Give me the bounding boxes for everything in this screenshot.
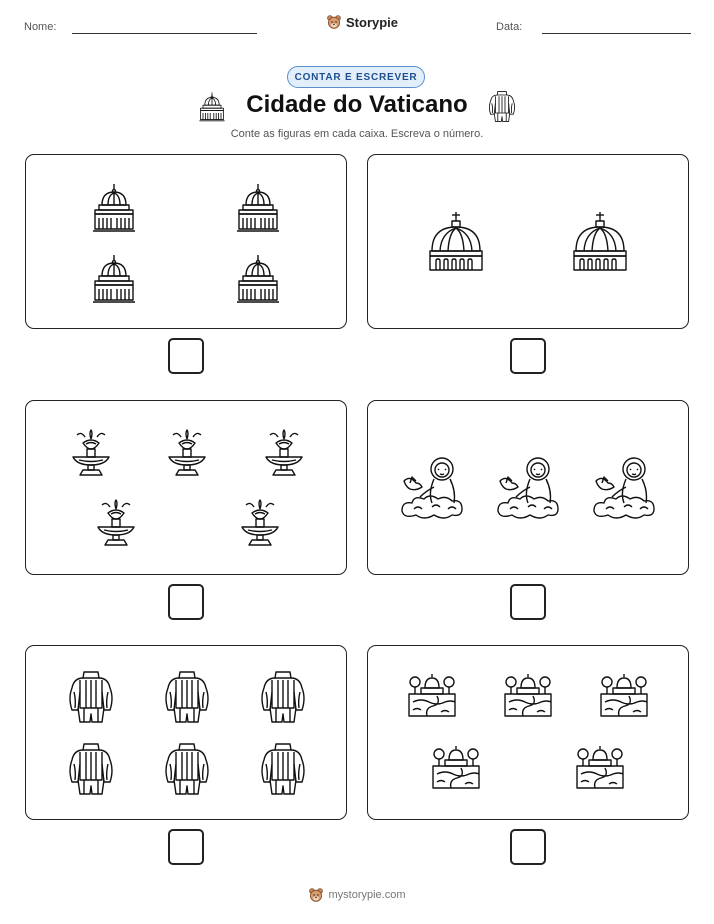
angel-icon <box>398 453 468 523</box>
date-label: Data: <box>496 21 523 33</box>
uniform-icon <box>258 742 308 798</box>
fountain-icon <box>262 427 306 477</box>
answer-box[interactable] <box>168 338 204 374</box>
bear-icon <box>308 887 324 903</box>
uniform-icon <box>66 742 116 798</box>
answer-box[interactable] <box>168 829 204 865</box>
count-box-uniform <box>25 645 347 820</box>
date-field[interactable] <box>542 33 691 34</box>
uniform-icon <box>66 670 116 726</box>
instructions: Conte as figuras em cada caixa. Escreva o número. <box>230 128 484 140</box>
answer-box[interactable] <box>168 584 204 620</box>
page-title: Cidade do Vaticano <box>246 91 468 118</box>
garden-icon <box>503 672 553 720</box>
garden-icon <box>431 744 481 792</box>
fountain-icon <box>165 427 209 477</box>
answer-box[interactable] <box>510 338 546 374</box>
uniform-icon <box>487 90 517 124</box>
brand-logo <box>326 14 398 30</box>
count-box-basilica <box>25 154 347 329</box>
footer-url[interactable]: mystorypie.com <box>328 889 406 901</box>
count-box-angel <box>367 400 689 575</box>
angel-icon <box>494 453 564 523</box>
dome-icon <box>572 211 628 273</box>
uniform-icon <box>162 670 212 726</box>
fountain-icon <box>238 497 282 547</box>
fountain-icon <box>69 427 113 477</box>
bear-icon <box>326 14 342 30</box>
basilica-icon <box>236 183 280 233</box>
garden-icon <box>575 744 625 792</box>
garden-icon <box>407 672 457 720</box>
basilica-icon <box>92 183 136 233</box>
brand-name: Storypie <box>346 14 399 30</box>
garden-icon <box>599 672 649 720</box>
name-field[interactable] <box>72 33 257 34</box>
count-box-garden <box>367 645 689 820</box>
footer <box>0 887 714 903</box>
basilica-icon <box>92 254 136 304</box>
name-label: Nome: <box>24 21 57 33</box>
answer-box[interactable] <box>510 584 546 620</box>
answer-box[interactable] <box>510 829 546 865</box>
fountain-icon <box>94 497 138 547</box>
activity-badge: CONTAR E ESCREVER <box>287 66 425 88</box>
dome-icon <box>428 211 484 273</box>
angel-icon <box>590 453 660 523</box>
uniform-icon <box>258 670 308 726</box>
count-box-fountain <box>25 400 347 575</box>
basilica-icon <box>236 254 280 304</box>
uniform-icon <box>162 742 212 798</box>
count-box-dome <box>367 154 689 329</box>
